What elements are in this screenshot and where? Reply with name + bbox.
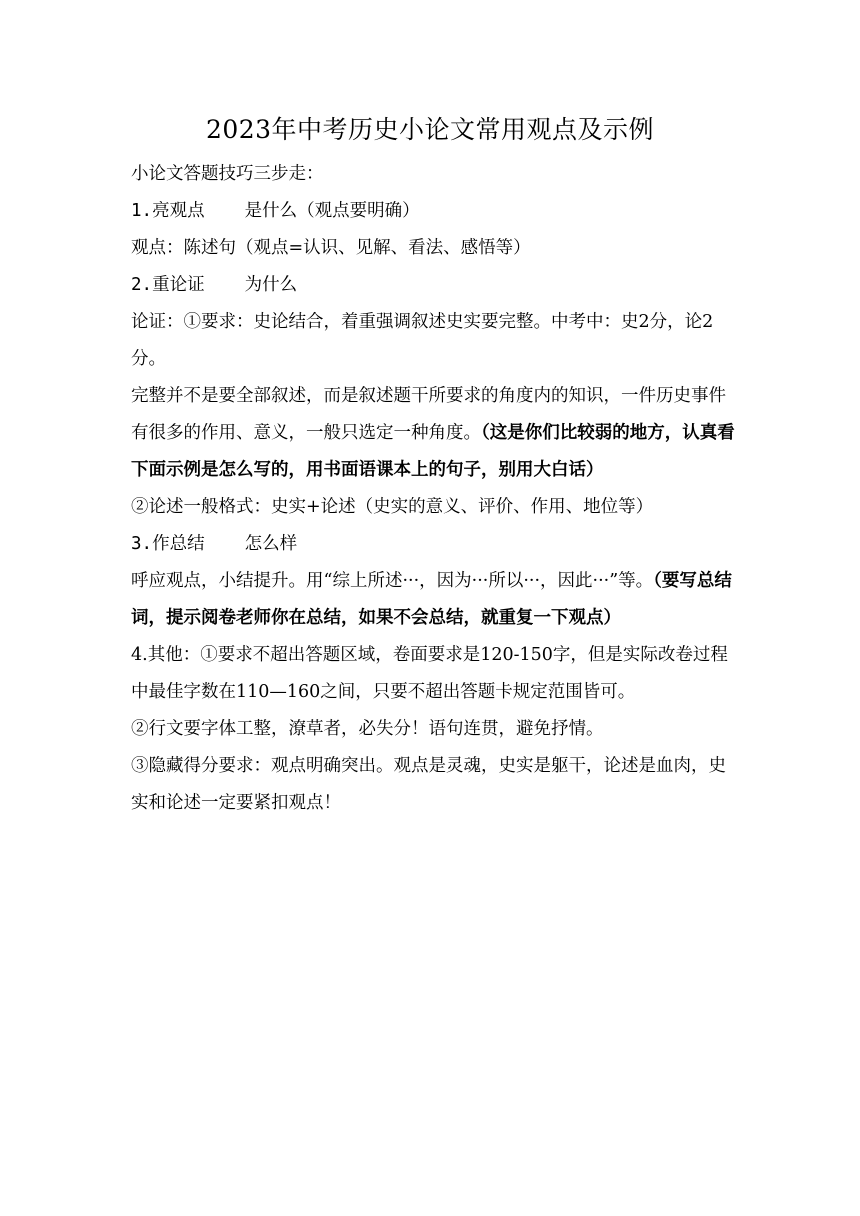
- step2-desc: 为什么: [244, 275, 298, 295]
- step2-label: 2.重论证: [131, 275, 205, 295]
- completeness-text: 完整并不是要全部叙述，而是叙述题干所要求的角度内的知识，一件历史事件有很多的作用、意义，一般只选定一种角度。: [131, 386, 726, 443]
- summary-note: （要写总结词，提示阅卷老师你在总结，如果不会总结，就重复一下观点）: [131, 571, 732, 628]
- step1-line: [131, 193, 735, 230]
- completeness-note: （这是你们比较弱的地方，认真看下面示例是怎么写的，用书面语课本上的句子，别用大白话）: [131, 423, 735, 480]
- summary-text: 呼应观点，小结提升。用“综上所述···，因为···所以···，因此···”等。: [131, 571, 654, 591]
- step3-desc: 怎么样: [244, 534, 298, 554]
- step4-paragraph: 4.其他：①要求不超出答题区域，卷面要求是120-150字，但是实际改卷过程中最佳字数在110—160之间，只要不超出答题卡规定范围皆可。: [131, 645, 728, 702]
- step1-desc: 是什么（观点要明确）: [244, 201, 420, 221]
- step3-line: [131, 526, 735, 563]
- step1-label: 1.亮观点: [131, 201, 205, 221]
- document-body: [131, 156, 735, 822]
- page-title: 2023年中考历史小论文常用观点及示例: [205, 115, 655, 144]
- neatness-line: ②行文要字体工整，潦草者，必失分！语句连贯，避免抒情。: [131, 719, 604, 739]
- step3-label: 3.作总结: [131, 534, 205, 554]
- argument-format: ②论述一般格式：史实+论述（史实的意义、评价、作用、地位等）: [131, 497, 654, 517]
- hidden-scoring-line: ③隐藏得分要求：观点明确突出。观点是灵魂，史实是躯干，论述是血肉，史实和论述一定要紧扣观点！: [131, 756, 726, 813]
- argument-requirement: 论证：①要求：史论结合，着重强调叙述史实要完整。中考中：史2分，论2分。: [131, 312, 714, 369]
- argument-completeness: [131, 378, 735, 489]
- summary-paragraph: [131, 563, 735, 637]
- step2-line: [131, 267, 735, 304]
- viewpoint-definition: 观点：陈述句（观点=认识、见解、看法、感悟等）: [131, 238, 531, 258]
- intro-line: 小论文答题技巧三步走：: [131, 164, 324, 184]
